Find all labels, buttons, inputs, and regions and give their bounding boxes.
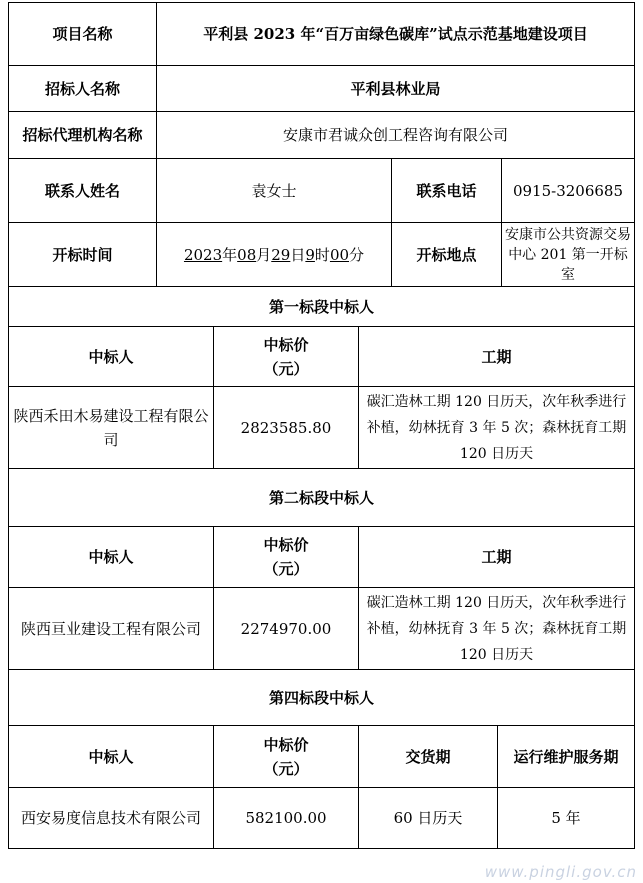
open-place-value: 安康市公共资源交易中心 201 第一开标室 — [502, 223, 635, 286]
section4-header-delivery: 交货期 — [359, 726, 498, 787]
section2-data-row — [8, 588, 635, 669]
agency-label: 招标代理机构名称 — [8, 112, 157, 158]
open-place-label: 开标地点 — [392, 223, 502, 286]
row-project-name — [8, 3, 635, 65]
section2-winner: 陕西亘业建设工程有限公司 — [8, 588, 214, 669]
section1-period: 碳汇造林工期 120 日历天，次年秋季进行补植，幼林抚育 3 年 5 次；森林抚育工期 120 日历天 — [359, 387, 635, 468]
agency-value: 安康市君诚众创工程咨询有限公司 — [157, 112, 635, 158]
section4-header-price: 中标价（元） — [214, 726, 359, 787]
section2-title-row — [8, 469, 635, 526]
open-time-label: 开标时间 — [8, 223, 157, 286]
section1-header-price: 中标价（元） — [214, 327, 359, 386]
contact-value: 袁女士 — [157, 159, 392, 222]
project-name-label: 项目名称 — [8, 3, 157, 65]
section2-header-winner: 中标人 — [8, 527, 214, 587]
contact-label: 联系人姓名 — [8, 159, 157, 222]
section1-data-row — [8, 387, 635, 468]
open-minute: 00 — [329, 245, 350, 264]
section1-winner: 陕西禾田木易建设工程有限公司 — [8, 387, 214, 468]
section4-title-row — [8, 670, 635, 725]
open-hour: 9 — [305, 245, 315, 264]
row-contact — [8, 159, 635, 222]
section1-header-period: 工期 — [359, 327, 635, 386]
section2-price: 2274970.00 — [214, 588, 359, 669]
section4-header-row — [8, 726, 635, 787]
section4-winner: 西安易度信息技术有限公司 — [8, 788, 214, 848]
section2-title: 第二标段中标人 — [8, 469, 635, 526]
section4-delivery: 60 日历天 — [359, 788, 498, 848]
section2-header-period: 工期 — [359, 527, 635, 587]
row-tenderer — [8, 66, 635, 111]
section4-header-winner: 中标人 — [8, 726, 214, 787]
section1-header-winner: 中标人 — [8, 327, 214, 386]
row-agency — [8, 112, 635, 158]
tenderer-value: 平利县林业局 — [157, 66, 635, 111]
open-year: 2023 — [183, 245, 223, 264]
open-day: 29 — [271, 245, 291, 264]
section2-period: 碳汇造林工期 120 日历天，次年秋季进行补植，幼林抚育 3 年 5 次；森林抚育工期 120 日历天 — [359, 588, 635, 669]
section4-data-row — [8, 788, 635, 848]
section1-title: 第一标段中标人 — [8, 287, 635, 326]
section4-header-service: 运行维护服务期 — [498, 726, 635, 787]
section1-header-row — [8, 327, 635, 386]
phone-value: 0915-3206685 — [502, 159, 635, 222]
section1-price: 2823585.80 — [214, 387, 359, 468]
section4-title: 第四标段中标人 — [8, 670, 635, 725]
table-border-bottom — [8, 848, 635, 849]
section2-header-price: 中标价（元） — [214, 527, 359, 587]
section4-service: 5 年 — [498, 788, 635, 848]
tenderer-label: 招标人名称 — [8, 66, 157, 111]
site-watermark: www.pingli.gov.cn — [484, 863, 637, 881]
section2-header-row — [8, 527, 635, 587]
open-time-value: 2023 年 08 月 29 日 9 时 00 分 — [157, 223, 392, 286]
phone-label: 联系电话 — [392, 159, 502, 222]
open-month: 08 — [237, 245, 257, 264]
section1-title-row — [8, 287, 635, 326]
section4-price: 582100.00 — [214, 788, 359, 848]
project-name-value: 平利县 2023 年“百万亩绿色碳库”试点示范基地建设项目 — [157, 3, 635, 65]
row-open-time — [8, 223, 635, 286]
